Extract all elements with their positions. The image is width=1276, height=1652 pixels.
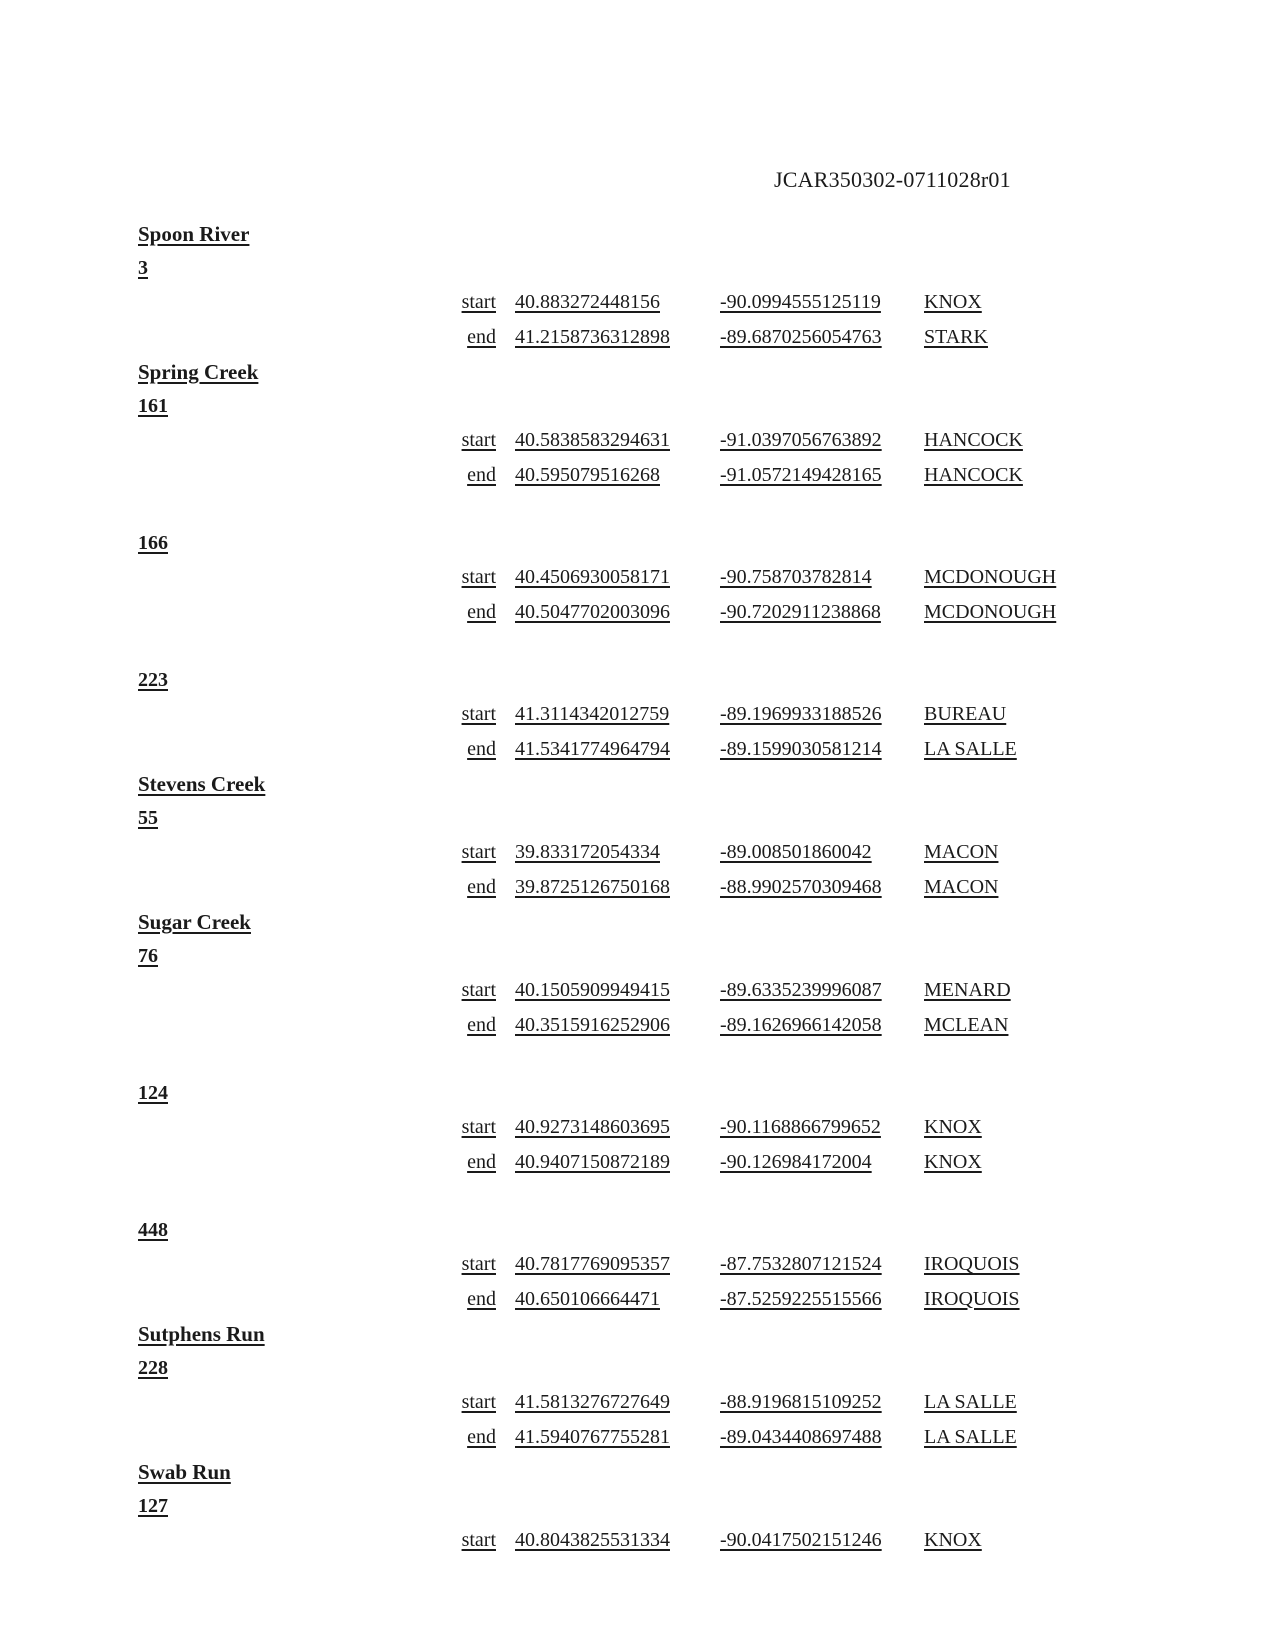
- county: STARK: [924, 325, 988, 348]
- segment-row: [0, 532, 1276, 562]
- point-label: start: [461, 841, 496, 863]
- point-label: end: [467, 1287, 496, 1310]
- river-name: Sutphens Run: [138, 1322, 265, 1346]
- longitude: -91.0572149428165: [720, 463, 882, 486]
- latitude: 40.9273148603695: [515, 1116, 670, 1138]
- longitude: -91.0397056763892: [720, 429, 882, 451]
- longitude: -90.758703782814: [720, 566, 872, 588]
- coordinate-row: [0, 1529, 1276, 1559]
- coordinate-row: [0, 291, 1276, 321]
- latitude: 40.4506930058171: [515, 566, 670, 588]
- latitude: 40.7817769095357: [515, 1253, 670, 1275]
- river-row: [0, 910, 1276, 940]
- segment-id: 55: [138, 806, 158, 829]
- segment-id: 124: [138, 1081, 168, 1104]
- river-row: [0, 1460, 1276, 1490]
- county: IROQUOIS: [924, 1253, 1020, 1275]
- coordinate-row: [0, 1253, 1276, 1283]
- county: BUREAU: [924, 703, 1007, 725]
- county: KNOX: [924, 1150, 982, 1173]
- longitude: -89.6870256054763: [720, 325, 882, 348]
- coordinate-row: [0, 979, 1276, 1009]
- latitude: 40.5838583294631: [515, 429, 670, 451]
- point-label: start: [461, 566, 496, 588]
- county: KNOX: [924, 1116, 982, 1138]
- coordinate-row: [0, 876, 1276, 906]
- point-label: start: [461, 979, 496, 1001]
- latitude: 41.3114342012759: [515, 703, 670, 725]
- county: MCLEAN: [924, 1013, 1009, 1036]
- coordinate-row: [0, 1288, 1276, 1318]
- county: HANCOCK: [924, 463, 1023, 486]
- coordinate-row: [0, 703, 1276, 733]
- latitude: 40.650106664471: [515, 1287, 660, 1310]
- longitude: -89.1599030581214: [720, 737, 882, 760]
- coordinate-row: [0, 601, 1276, 631]
- point-label: start: [461, 1253, 496, 1275]
- point-label: end: [467, 325, 496, 348]
- latitude: 39.8725126750168: [515, 875, 670, 898]
- segment-id: 161: [138, 394, 168, 417]
- point-label: end: [467, 463, 496, 486]
- latitude: 40.1505909949415: [515, 979, 670, 1001]
- longitude: -89.0434408697488: [720, 1425, 882, 1448]
- county: KNOX: [924, 1529, 982, 1551]
- county: MCDONOUGH: [924, 600, 1057, 623]
- point-label: end: [467, 1425, 496, 1448]
- river-name: Spring Creek: [138, 360, 259, 384]
- segment-id: 228: [138, 1356, 168, 1379]
- latitude: 40.8043825531334: [515, 1529, 670, 1551]
- longitude: -89.1969933188526: [720, 703, 882, 725]
- latitude: 40.883272448156: [515, 291, 660, 313]
- point-label: end: [467, 737, 496, 760]
- county: HANCOCK: [924, 429, 1023, 451]
- longitude: -90.0417502151246: [720, 1529, 882, 1551]
- county: MCDONOUGH: [924, 566, 1057, 588]
- document-id: JCAR350302-0711028r01: [774, 167, 1011, 192]
- county: LA SALLE: [924, 1391, 1017, 1413]
- segment-id: 223: [138, 668, 168, 691]
- county: KNOX: [924, 291, 982, 313]
- point-label: end: [467, 875, 496, 898]
- latitude: 39.833172054334: [515, 841, 660, 863]
- river-row: [0, 1322, 1276, 1352]
- segment-row: [0, 257, 1276, 287]
- segment-id: 448: [138, 1218, 168, 1241]
- segment-row: [0, 1495, 1276, 1525]
- segment-id: 3: [138, 256, 148, 279]
- longitude: -90.126984172004: [720, 1150, 872, 1173]
- longitude: -87.7532807121524: [720, 1253, 882, 1275]
- point-label: start: [461, 1391, 496, 1413]
- segment-row: [0, 395, 1276, 425]
- segment-row: [0, 945, 1276, 975]
- county: MACON: [924, 841, 999, 863]
- county: MACON: [924, 875, 999, 898]
- latitude: 41.5940767755281: [515, 1425, 670, 1448]
- segment-row: [0, 807, 1276, 837]
- coordinate-row: [0, 1426, 1276, 1456]
- segment-row: [0, 1082, 1276, 1112]
- coordinate-row: [0, 841, 1276, 871]
- longitude: -90.7202911238868: [720, 600, 881, 623]
- longitude: -89.008501860042: [720, 841, 872, 863]
- point-label: start: [461, 291, 496, 313]
- latitude: 40.3515916252906: [515, 1013, 670, 1036]
- segment-row: [0, 1357, 1276, 1387]
- latitude: 40.9407150872189: [515, 1150, 670, 1173]
- coordinate-row: [0, 566, 1276, 596]
- segment-id: 127: [138, 1494, 168, 1517]
- coordinate-row: [0, 464, 1276, 494]
- county: LA SALLE: [924, 1425, 1017, 1448]
- river-name: Sugar Creek: [138, 910, 251, 934]
- river-name: Spoon River: [138, 222, 250, 246]
- coordinate-row: [0, 1116, 1276, 1146]
- county: IROQUOIS: [924, 1287, 1020, 1310]
- point-label: end: [467, 1150, 496, 1173]
- county: LA SALLE: [924, 737, 1017, 760]
- point-label: start: [461, 429, 496, 451]
- longitude: -88.9196815109252: [720, 1391, 882, 1413]
- latitude: 41.5341774964794: [515, 737, 670, 760]
- coordinate-row: [0, 738, 1276, 768]
- coordinate-row: [0, 1014, 1276, 1044]
- latitude: 40.5047702003096: [515, 600, 670, 623]
- longitude: -89.6335239996087: [720, 979, 882, 1001]
- river-row: [0, 360, 1276, 390]
- point-label: end: [467, 600, 496, 623]
- point-label: start: [461, 703, 496, 725]
- river-row: [0, 222, 1276, 252]
- point-label: end: [467, 1013, 496, 1036]
- river-name: Stevens Creek: [138, 772, 266, 796]
- latitude: 40.595079516268: [515, 463, 660, 486]
- longitude: -87.5259225515566: [720, 1287, 882, 1310]
- segment-row: [0, 669, 1276, 699]
- point-label: start: [461, 1116, 496, 1138]
- segment-id: 166: [138, 531, 168, 554]
- longitude: -90.0994555125119: [720, 291, 881, 313]
- coordinate-row: [0, 326, 1276, 356]
- segment-row: [0, 1219, 1276, 1249]
- coordinate-row: [0, 1151, 1276, 1181]
- coordinate-row: [0, 429, 1276, 459]
- segment-id: 76: [138, 944, 158, 967]
- river-name: Swab Run: [138, 1460, 231, 1484]
- latitude: 41.5813276727649: [515, 1391, 670, 1413]
- longitude: -90.1168866799652: [720, 1116, 881, 1138]
- point-label: start: [461, 1529, 496, 1551]
- county: MENARD: [924, 979, 1011, 1001]
- latitude: 41.2158736312898: [515, 325, 670, 348]
- coordinate-row: [0, 1391, 1276, 1421]
- river-row: [0, 772, 1276, 802]
- longitude: -89.1626966142058: [720, 1013, 882, 1036]
- longitude: -88.9902570309468: [720, 875, 882, 898]
